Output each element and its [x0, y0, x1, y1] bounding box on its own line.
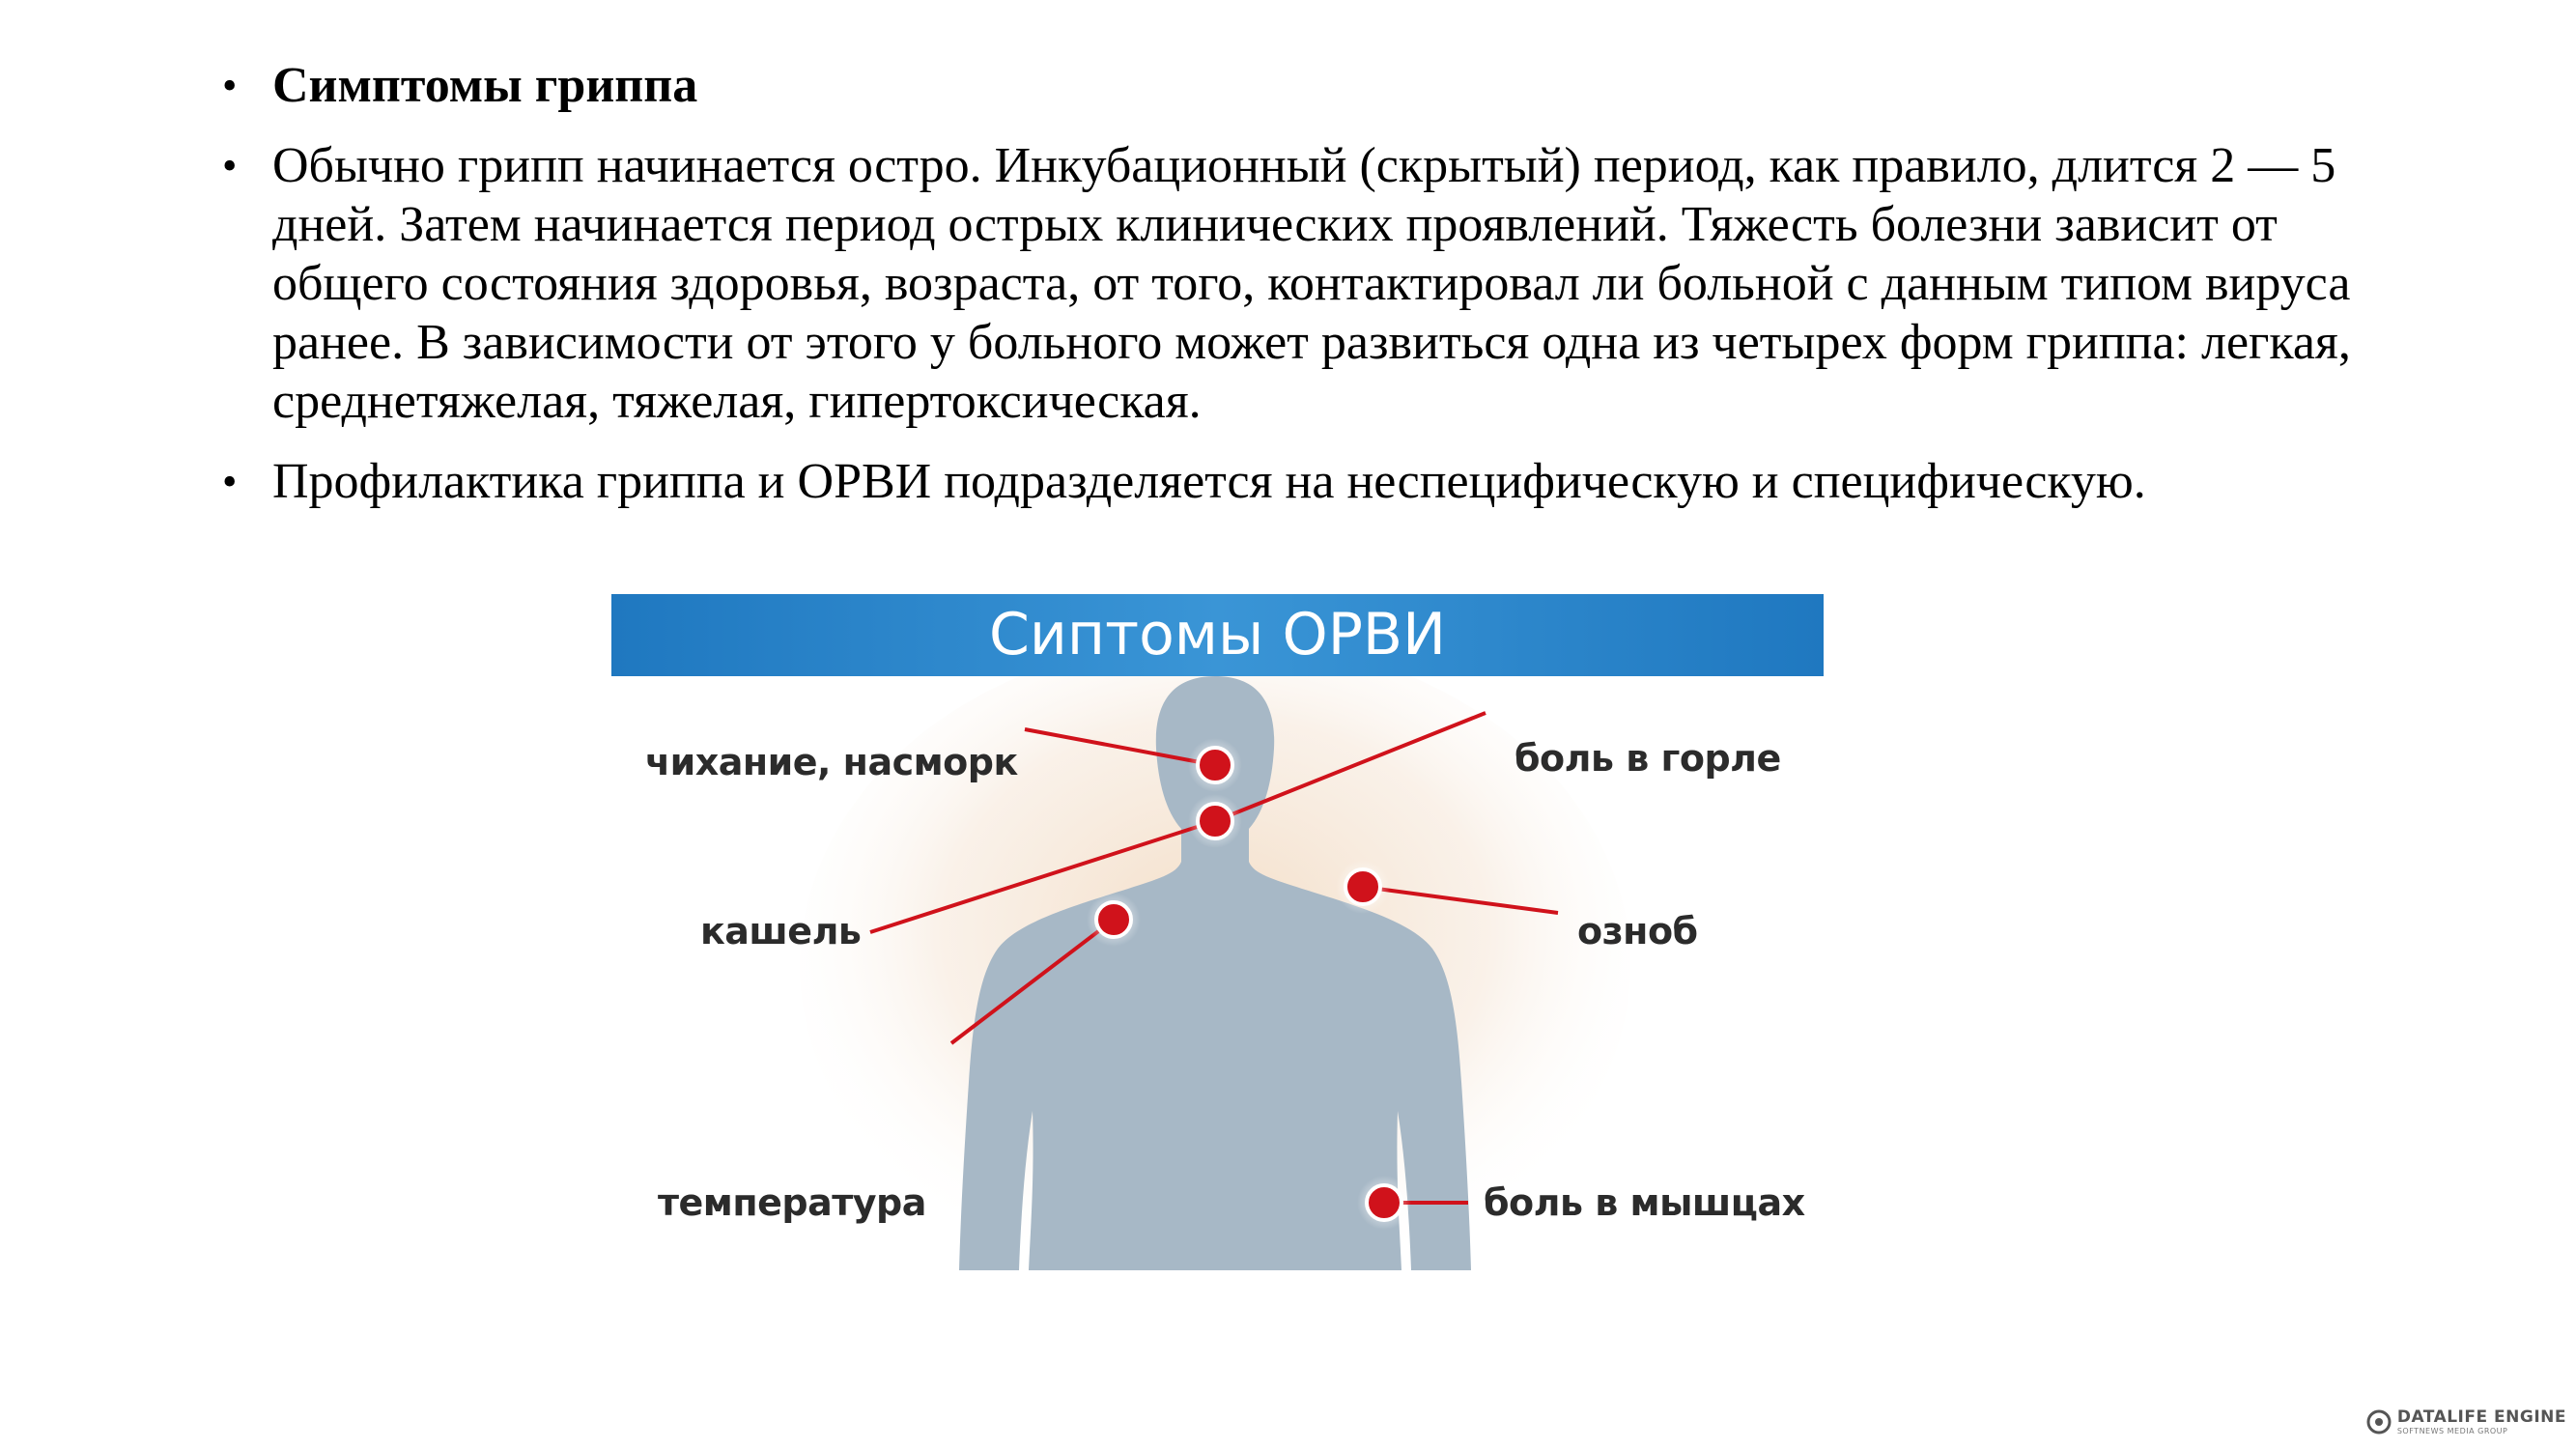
- bullet-text: Обычно грипп начинается остро. Инкубационный (скрытый) период, как правило, длится 2 — 5 дней. Затем начинается период острых клинических проявлений. Тяжесть болезни зависит от общего состояния здоровья, возраста, от того, контактировал ли больной с данным типом вируса ранее. В зависимости от этого у больного может развиться одна из четырех форм гриппа: легкая, среднетяжелая, тяжелая, гипертоксическая.: [272, 138, 2351, 429]
- bullet-list: [222, 56, 2424, 532]
- bullet-marker: •: [222, 62, 238, 109]
- bullet-item-title: [222, 56, 2424, 115]
- label-temperature: температура: [658, 1181, 926, 1224]
- bullet-heading: Симптомы гриппа: [272, 58, 698, 113]
- bullet-item-prevention: [222, 452, 2424, 511]
- label-sore-throat: боль в горле: [1514, 737, 1781, 780]
- chills-marker: [1336, 860, 1390, 914]
- symptoms-infographic: [611, 594, 1824, 1270]
- label-muscle-pain: боль в мышцах: [1484, 1181, 1805, 1224]
- bullet-marker: •: [222, 142, 238, 189]
- watermark-sub-text: SOFTNEWS MEDIA GROUP: [2396, 1427, 2508, 1435]
- sore-throat-marker: [1188, 794, 1242, 848]
- watermark-main-text: DATALIFE ENGINE: [2396, 1407, 2566, 1427]
- infographic-title: Сиптомы ОРВИ: [611, 594, 1824, 676]
- bullet-marker: •: [222, 458, 238, 505]
- temperature-marker: [1087, 893, 1141, 947]
- label-sneezing: чихание, насморк: [645, 741, 1018, 783]
- watermark-text: [2397, 1407, 2566, 1435]
- sneezing-marker: [1188, 738, 1242, 792]
- bullet-item-description: [222, 136, 2424, 431]
- label-chills: озноб: [1577, 910, 1698, 952]
- bullet-text: Профилактика гриппа и ОРВИ подразделяется на неспецифическую и специфическую.: [272, 454, 2146, 509]
- muscle-pain-marker: [1357, 1176, 1411, 1230]
- datalife-logo-icon: [2366, 1409, 2392, 1435]
- datalife-watermark: [2366, 1407, 2566, 1435]
- label-cough: кашель: [700, 910, 862, 952]
